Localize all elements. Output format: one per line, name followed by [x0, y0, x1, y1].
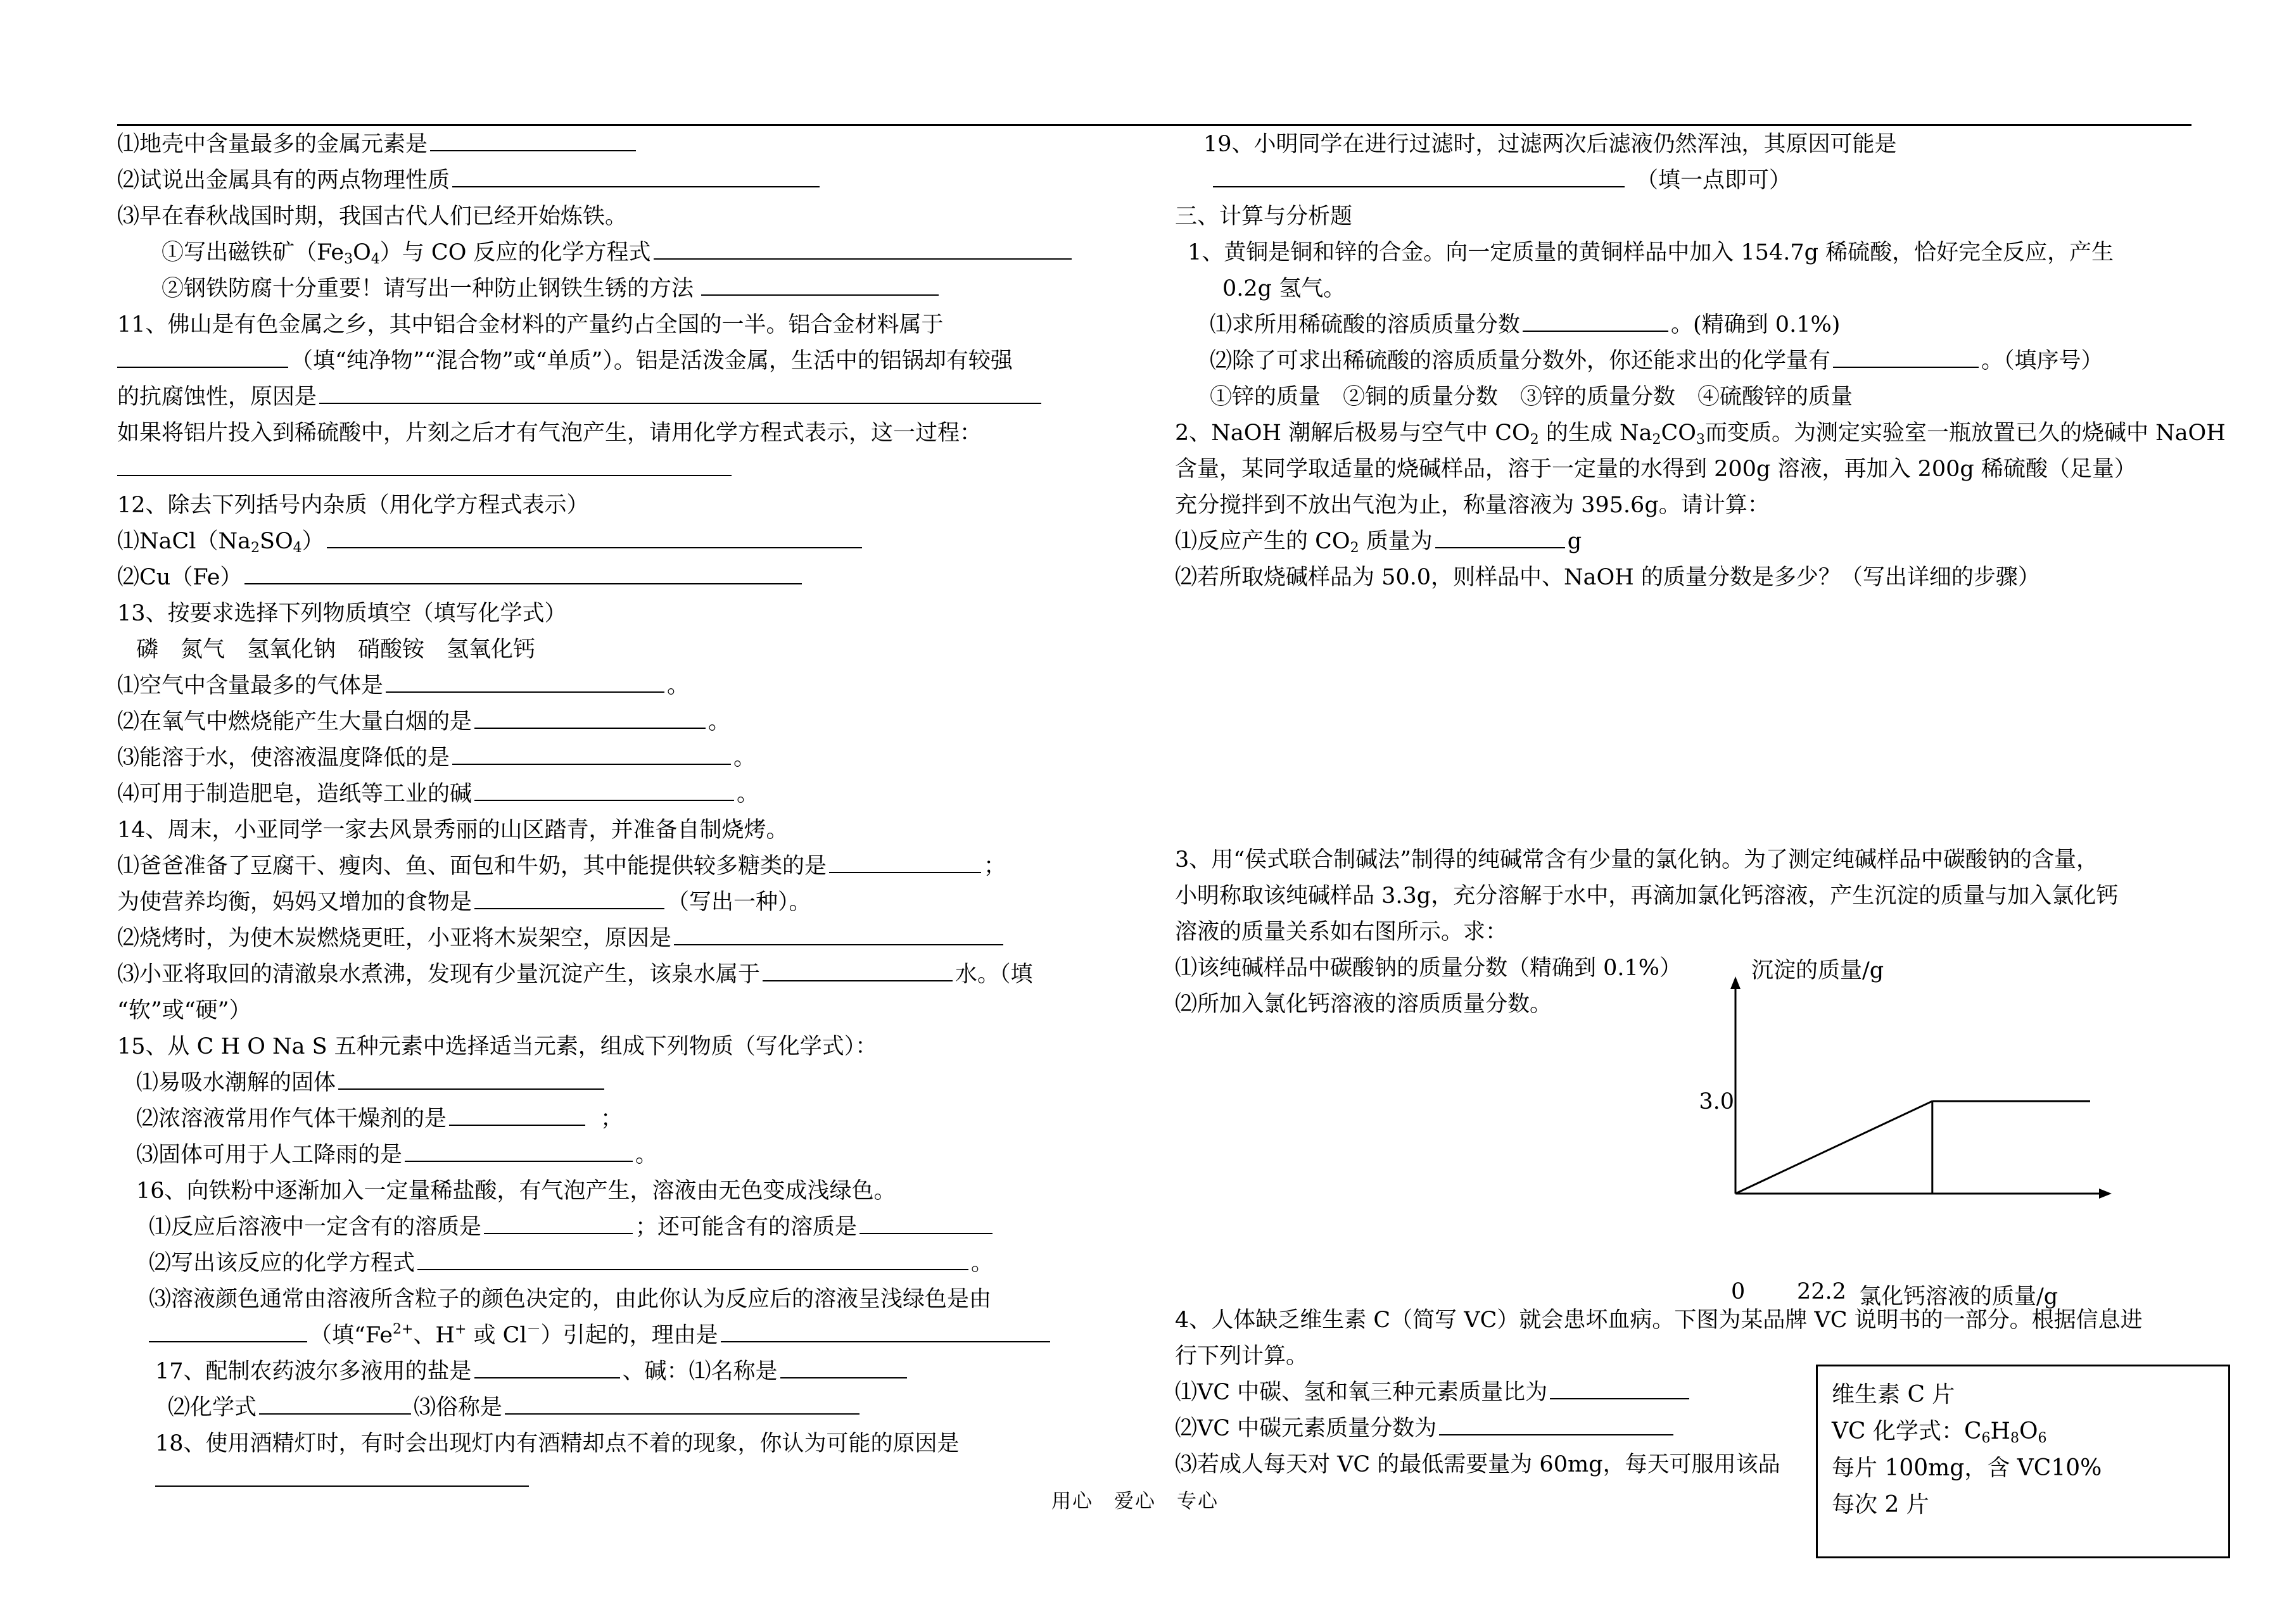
c4-2-text: ⑵VC 中碳元素质量分数为: [1175, 1416, 1437, 1441]
vc-per-text: 每次 2 片: [1832, 1492, 1929, 1518]
q16-3b: [117, 1318, 1150, 1354]
q17-text: ⑵化学式: [168, 1395, 257, 1420]
c3-text: 溶液的质量关系如右图所示。求：: [1175, 919, 1508, 945]
q15-text: 15、从 C H O Na S 五种元素中选择适当元素，组成下列物质（写化学式）：: [117, 1034, 878, 1059]
subscript: 3: [344, 251, 353, 267]
q19-end: （填一点即可）: [1636, 168, 1792, 193]
q14-1a-text: ⑴爸爸准备了豆腐干、瘦肉、鱼、面包和牛奶，其中能提供较多糖类的是: [117, 854, 827, 879]
chart-series: [1735, 1101, 2090, 1194]
c4-1-text: ⑴VC 中碳、氢和氧三种元素质量比为: [1175, 1380, 1548, 1405]
chart-origin-label: 0: [1731, 1279, 1746, 1304]
answer-blank[interactable]: [474, 886, 664, 909]
c2-1-text: 质量为: [1359, 529, 1433, 554]
c2-text: 的生成 Na: [1538, 420, 1652, 446]
answer-blank[interactable]: [1550, 1377, 1689, 1399]
left-column: [117, 127, 1150, 1498]
q14: [117, 812, 1150, 848]
q15-1-text: ⑴易吸水潮解的固体: [136, 1070, 336, 1095]
q12-1: [117, 524, 1150, 560]
q19-text: 19、小明同学在进行过滤时，过滤两次后滤液仍然浑浊，其原因可能是: [1203, 132, 1897, 157]
chart-x-tick-label: 22.2: [1797, 1279, 1846, 1304]
answer-blank[interactable]: [117, 345, 288, 368]
c2-a: [1175, 415, 2226, 451]
q13-3: [117, 740, 1150, 776]
right-column: [1175, 127, 2226, 596]
answer-blank[interactable]: [430, 129, 636, 151]
c1-options: [1175, 379, 2201, 415]
q18-text: 18、使用酒精灯时，有时会出现灯内有酒精却点不着的现象，你认为可能的原因是: [155, 1431, 960, 1456]
chart-y-tick-label: 3.0: [1699, 1089, 1734, 1114]
c3-b: [1175, 878, 2201, 914]
q16-3b-text: 、H: [413, 1323, 455, 1348]
c2-2: [1175, 560, 2201, 596]
q10-2-text: ⑵试说出金属具有的两点物理性质: [117, 168, 450, 193]
answer-blank[interactable]: [780, 1356, 907, 1378]
answer-blank[interactable]: [474, 1356, 620, 1378]
subscript: 2: [1350, 540, 1359, 556]
answer-blank[interactable]: [244, 562, 802, 584]
top-rule: [117, 124, 2191, 126]
q15-1: [117, 1065, 1150, 1101]
q13: [117, 596, 1150, 632]
q16-3b-text: ）引起的，理由是: [540, 1323, 718, 1348]
period: 。: [708, 709, 731, 735]
c4-text: 4、人体缺乏维生素 C（简写 VC）就会患坏血病。下图为某品牌 VC 说明书的一部分。根据信息进: [1175, 1308, 2143, 1333]
q14-3a-text: ⑶小亚将取回的清澈泉水煮沸，发现有少量沉淀产生，该泉水属于: [117, 962, 761, 987]
answer-blank[interactable]: [1523, 309, 1668, 332]
answer-blank[interactable]: [1213, 165, 1625, 187]
answer-blank[interactable]: [452, 742, 731, 765]
answer-blank[interactable]: [1833, 345, 1979, 368]
q14-3a: [117, 957, 1150, 993]
q15-3: [117, 1137, 1150, 1173]
q12-1-text: SO: [259, 529, 293, 554]
answer-blank[interactable]: [117, 453, 732, 476]
q12: [117, 488, 1150, 524]
c2-c: [1175, 488, 2201, 524]
c2-2-text: ⑵若所取烧碱样品为 50.0，则样品中、NaOH 的质量分数是多少？（写出详细的步骤）: [1175, 565, 2040, 590]
c1-a: [1175, 235, 2201, 271]
answer-blank[interactable]: [701, 273, 939, 296]
answer-blank[interactable]: [338, 1067, 604, 1090]
q13-text: 13、按要求选择下列物质填空（填写化学式）: [117, 601, 567, 626]
c3-1-text: ⑴该纯碱样品中碳酸钠的质量分数（精确到 0.1%）: [1175, 956, 1682, 981]
vc-dose-text: 每片 100mg，含 VC10%: [1832, 1455, 2102, 1481]
subscript: 4: [293, 540, 302, 556]
vc-formula-label: VC 化学式：: [1832, 1418, 1964, 1444]
q13-3-text: ⑶能溶于水，使溶液温度降低的是: [117, 745, 450, 771]
c1-text: 1、黄铜是铜和锌的合金。向一定质量的黄铜样品中加入 154.7g 稀硫酸，恰好完全反应，产生: [1188, 240, 2114, 265]
answer-blank[interactable]: [449, 1103, 585, 1126]
period: 。: [635, 1142, 658, 1168]
q16-1a-text: ⑴反应后溶液中一定含有的溶质是: [149, 1214, 482, 1240]
q16-2-text: ⑵写出该反应的化学方程式: [149, 1251, 415, 1276]
q16-2: [117, 1246, 1150, 1282]
answer-blank[interactable]: [327, 526, 862, 548]
q17-b: [117, 1390, 1150, 1426]
q16-1: [117, 1209, 1150, 1246]
c2-text: 含量，某同学取适量的烧碱样品，溶于一定量的水得到 200g 溶液，再加入 200g 稀硫酸（足量）: [1175, 457, 2136, 482]
c4-a: [1175, 1302, 2201, 1339]
q14-1b-text: 为使营养均衡，妈妈又增加的食物是: [117, 890, 473, 915]
q14-2-text: ⑵烧烤时，为使木炭燃烧更旺，小亚将木炭架空，原因是: [117, 926, 672, 951]
subscript: 2: [250, 540, 260, 556]
answer-blank[interactable]: [417, 1247, 968, 1270]
c2-text: 充分搅拌到不放出气泡为止，称量溶液为 395.6g。请计算：: [1175, 493, 1770, 518]
answer-blank[interactable]: [386, 670, 664, 693]
answer-blank[interactable]: [674, 923, 1003, 945]
q13-options: [117, 632, 1150, 668]
q13-2: [117, 704, 1150, 740]
answer-blank[interactable]: [149, 1320, 307, 1342]
q11-d: [117, 415, 1150, 451]
q10-2: [117, 163, 1150, 199]
c2-text: CO: [1661, 420, 1696, 446]
answer-blank[interactable]: [1439, 1413, 1673, 1435]
q15-2: [117, 1101, 1150, 1137]
c1-1-text: ⑴求所用稀硫酸的溶质质量分数: [1210, 312, 1521, 337]
q14-2: [117, 921, 1150, 957]
q10-1-text: ⑴地壳中含量最多的金属元素是: [117, 132, 428, 157]
q16: [117, 1173, 1150, 1209]
q19-b: [1175, 163, 2201, 199]
q17-a: [117, 1354, 1150, 1390]
answer-blank[interactable]: [474, 778, 734, 801]
q13-4-text: ⑷可用于制造肥皂，造纸等工业的碱: [117, 781, 473, 807]
chart-x-axis-label: 氯化钙溶液的质量/g: [1859, 1284, 2058, 1309]
answer-blank[interactable]: [319, 381, 1041, 404]
q10-3-text: ⑶早在春秋战国时期，我国古代人们已经开始炼铁。: [117, 204, 628, 229]
c1-b: [1175, 271, 2201, 307]
q14-1a: [117, 848, 1150, 885]
c3-2-text: ⑵所加入氯化钙溶液的溶质质量分数。: [1175, 992, 1552, 1017]
section-3-title: [1175, 199, 2201, 235]
q14-1b-end: （写出一种）。: [667, 890, 811, 915]
q16-3a-text: ⑶溶液颜色通常由溶液所含粒子的颜色决定的，由此你认为反应后的溶液呈浅绿色是由: [149, 1287, 992, 1312]
answer-blank[interactable]: [829, 850, 981, 873]
q15: [117, 1029, 1150, 1065]
q10-3a-text: ①写出磁铁矿（Fe: [162, 240, 345, 265]
subscript: 2: [1530, 432, 1539, 448]
superscript: +: [454, 1321, 467, 1337]
q12-1-text: ）: [301, 529, 324, 554]
q11-text: （填“纯净物”“混合物”或“单质”）。铝是活泼金属，生活中的铝锅却有较强: [291, 348, 1013, 374]
answer-blank[interactable]: [474, 706, 706, 729]
answer-blank[interactable]: [155, 1464, 529, 1487]
q16-3b-text: （填“Fe: [310, 1323, 393, 1348]
c4-3-text: ⑶若成人每天对 VC 的最低需要量为 60mg，每天可服用该品: [1175, 1452, 1780, 1477]
vc-dose: [1832, 1450, 2214, 1487]
q13-2-text: ⑵在氧气中燃烧能产生大量白烟的是: [117, 709, 473, 735]
section-title: 三、计算与分析题: [1175, 204, 1353, 229]
c3-a: [1175, 842, 2201, 878]
answer-blank[interactable]: [763, 959, 953, 981]
answer-blank[interactable]: [452, 165, 820, 187]
q14-3b-text: “软”或“硬”）: [117, 998, 251, 1023]
period: 。: [971, 1251, 994, 1276]
c1-1: [1175, 307, 2201, 343]
q16-text: 16、向铁粉中逐渐加入一定量稀盐酸，有气泡产生，溶液由无色变成浅绿色。: [136, 1178, 896, 1204]
q10-1: [117, 127, 1150, 163]
c2-1: [1175, 524, 2201, 560]
subscript: 4: [371, 251, 380, 267]
q16-1b-text: ；还可能含有的溶质是: [635, 1214, 858, 1240]
q10-3b-text: ②钢铁防腐十分重要！请写出一种防止钢铁生锈的方法: [162, 276, 694, 301]
answer-blank[interactable]: [721, 1320, 1050, 1342]
q14-1b: [117, 885, 1150, 921]
c3-text: 小明称取该纯碱样品 3.3g，充分溶解于水中，再滴加氯化钙溶液，产生沉淀的质量与加入氯化钙: [1175, 883, 2119, 909]
q12-2: [117, 560, 1150, 596]
c2-text: 而变质。为测定实验室一瓶放置已久的烧碱中 NaOH: [1704, 420, 2226, 446]
q10-3a-text: ）与 CO 反应的化学方程式: [379, 240, 651, 265]
q13-4: [117, 776, 1150, 812]
c3-c: [1175, 914, 2201, 950]
period: 。: [667, 673, 690, 698]
q10-3a-text: O: [353, 240, 371, 265]
q14-1a-end: ；: [984, 854, 1006, 879]
page-footer: 用心 爱心 专心: [1051, 1490, 1219, 1513]
vc-title-text: 维生素 C 片: [1832, 1382, 1955, 1408]
q16-3b-text: 或 Cl: [466, 1323, 527, 1348]
vc-per: [1832, 1487, 2214, 1523]
q14-text: 14、周末，小亚同学一家去风景秀丽的山区踏青，并准备自制烧烤。: [117, 817, 789, 843]
q18-blank: [117, 1462, 1150, 1498]
answer-blank[interactable]: [1435, 526, 1565, 548]
chart-y-axis-arrow: [1730, 976, 1741, 989]
q14-3a-end: 水。（填: [955, 962, 1033, 987]
q10-3a: [117, 235, 1150, 271]
subscript: 3: [1696, 432, 1705, 448]
answer-blank[interactable]: [259, 1392, 411, 1415]
q12-2-text: ⑵Cu（Fe）: [117, 565, 243, 590]
q17-text: 、碱：⑴名称是: [622, 1359, 778, 1384]
c1-options-text: ①锌的质量 ②铜的质量分数 ③锌的质量分数 ④硫酸锌的质量: [1210, 384, 1853, 410]
answer-blank[interactable]: [484, 1211, 633, 1234]
period: 。: [737, 781, 759, 807]
q15-2-text: ⑵浓溶液常用作气体干燥剂的是: [136, 1106, 447, 1132]
c1-2: [1175, 343, 2201, 379]
q15-3-text: ⑶固体可用于人工降雨的是: [136, 1142, 403, 1168]
q16-3a: [117, 1282, 1150, 1318]
vc-info-box: [1816, 1365, 2230, 1558]
q11-c: [117, 379, 1150, 415]
q10-3: [117, 199, 1150, 235]
q14-3b: [117, 993, 1150, 1029]
q18: [117, 1426, 1150, 1462]
q11-text: 如果将铝片投入到稀硫酸中，片刻之后才有气泡产生，请用化学方程式表示，这一过程：: [117, 420, 982, 446]
superscript: －: [526, 1321, 541, 1337]
q15-2-end: ；: [600, 1106, 623, 1132]
answer-blank[interactable]: [859, 1211, 993, 1234]
answer-blank[interactable]: [405, 1139, 633, 1162]
q11-text: 11、佛山是有色金属之乡，其中铝合金材料的产量约占全国的一半。铝合金材料属于: [117, 312, 944, 337]
chart-y-axis-label: 沉淀的质量/g: [1751, 958, 1884, 983]
c1-2-end: 。（填序号）: [1981, 348, 2103, 374]
q13-1: [117, 668, 1150, 704]
c4-text: 行下列计算。: [1175, 1344, 1309, 1369]
c1-1-end: 。(精确到 0.1%): [1671, 312, 1841, 337]
answer-blank[interactable]: [654, 237, 1072, 260]
q11-e: [117, 451, 1150, 488]
c2-b: [1175, 451, 2201, 488]
subscript: 2: [1652, 432, 1661, 448]
period: 。: [733, 745, 756, 771]
vc-formula: [1832, 1413, 2214, 1450]
precipitation-chart: [1699, 975, 2122, 1228]
q19: [1175, 127, 2201, 163]
q17-text: 17、配制农药波尔多液用的盐是: [155, 1359, 472, 1384]
q12-text: 12、除去下列括号内杂质（用化学方程式表示）: [117, 493, 589, 518]
c2-1-text: ⑴反应产生的 CO: [1175, 529, 1350, 554]
q12-1-text: ⑴NaCl（Na: [117, 529, 251, 554]
c3-text: 3、用“侯式联合制碱法”制得的纯碱常含有少量的氯化钠。为了测定纯碱样品中碳酸钠的含量，: [1175, 847, 2099, 873]
q11-b: [117, 343, 1150, 379]
q10-3b: [117, 271, 1150, 307]
q17-text: ⑶俗称是: [414, 1395, 503, 1420]
superscript: 2+: [392, 1321, 414, 1337]
q11-text: 的抗腐蚀性，原因是: [117, 384, 317, 410]
chart-x-axis-arrow: [2099, 1189, 2112, 1199]
vc-formula-value: $C_6H_8O_6$: [1964, 1418, 2047, 1446]
q13-options-text: 磷 氮气 氢氧化钠 硝酸铵 氢氧化钙: [136, 637, 536, 662]
vc-title: [1832, 1377, 2214, 1413]
chart-series-segment: [1735, 1101, 1932, 1194]
c2-text: 2、NaOH 潮解后极易与空气中 CO: [1175, 420, 1530, 446]
c1-text: 0.2g 氢气。: [1222, 276, 1346, 301]
answer-blank[interactable]: [505, 1392, 859, 1415]
q13-1-text: ⑴空气中含量最多的气体是: [117, 673, 384, 698]
q11-a: [117, 307, 1150, 343]
c2-1-end: g: [1567, 529, 1582, 554]
c1-2-text: ⑵除了可求出稀硫酸的溶质质量分数外，你还能求出的化学量有: [1210, 348, 1831, 374]
